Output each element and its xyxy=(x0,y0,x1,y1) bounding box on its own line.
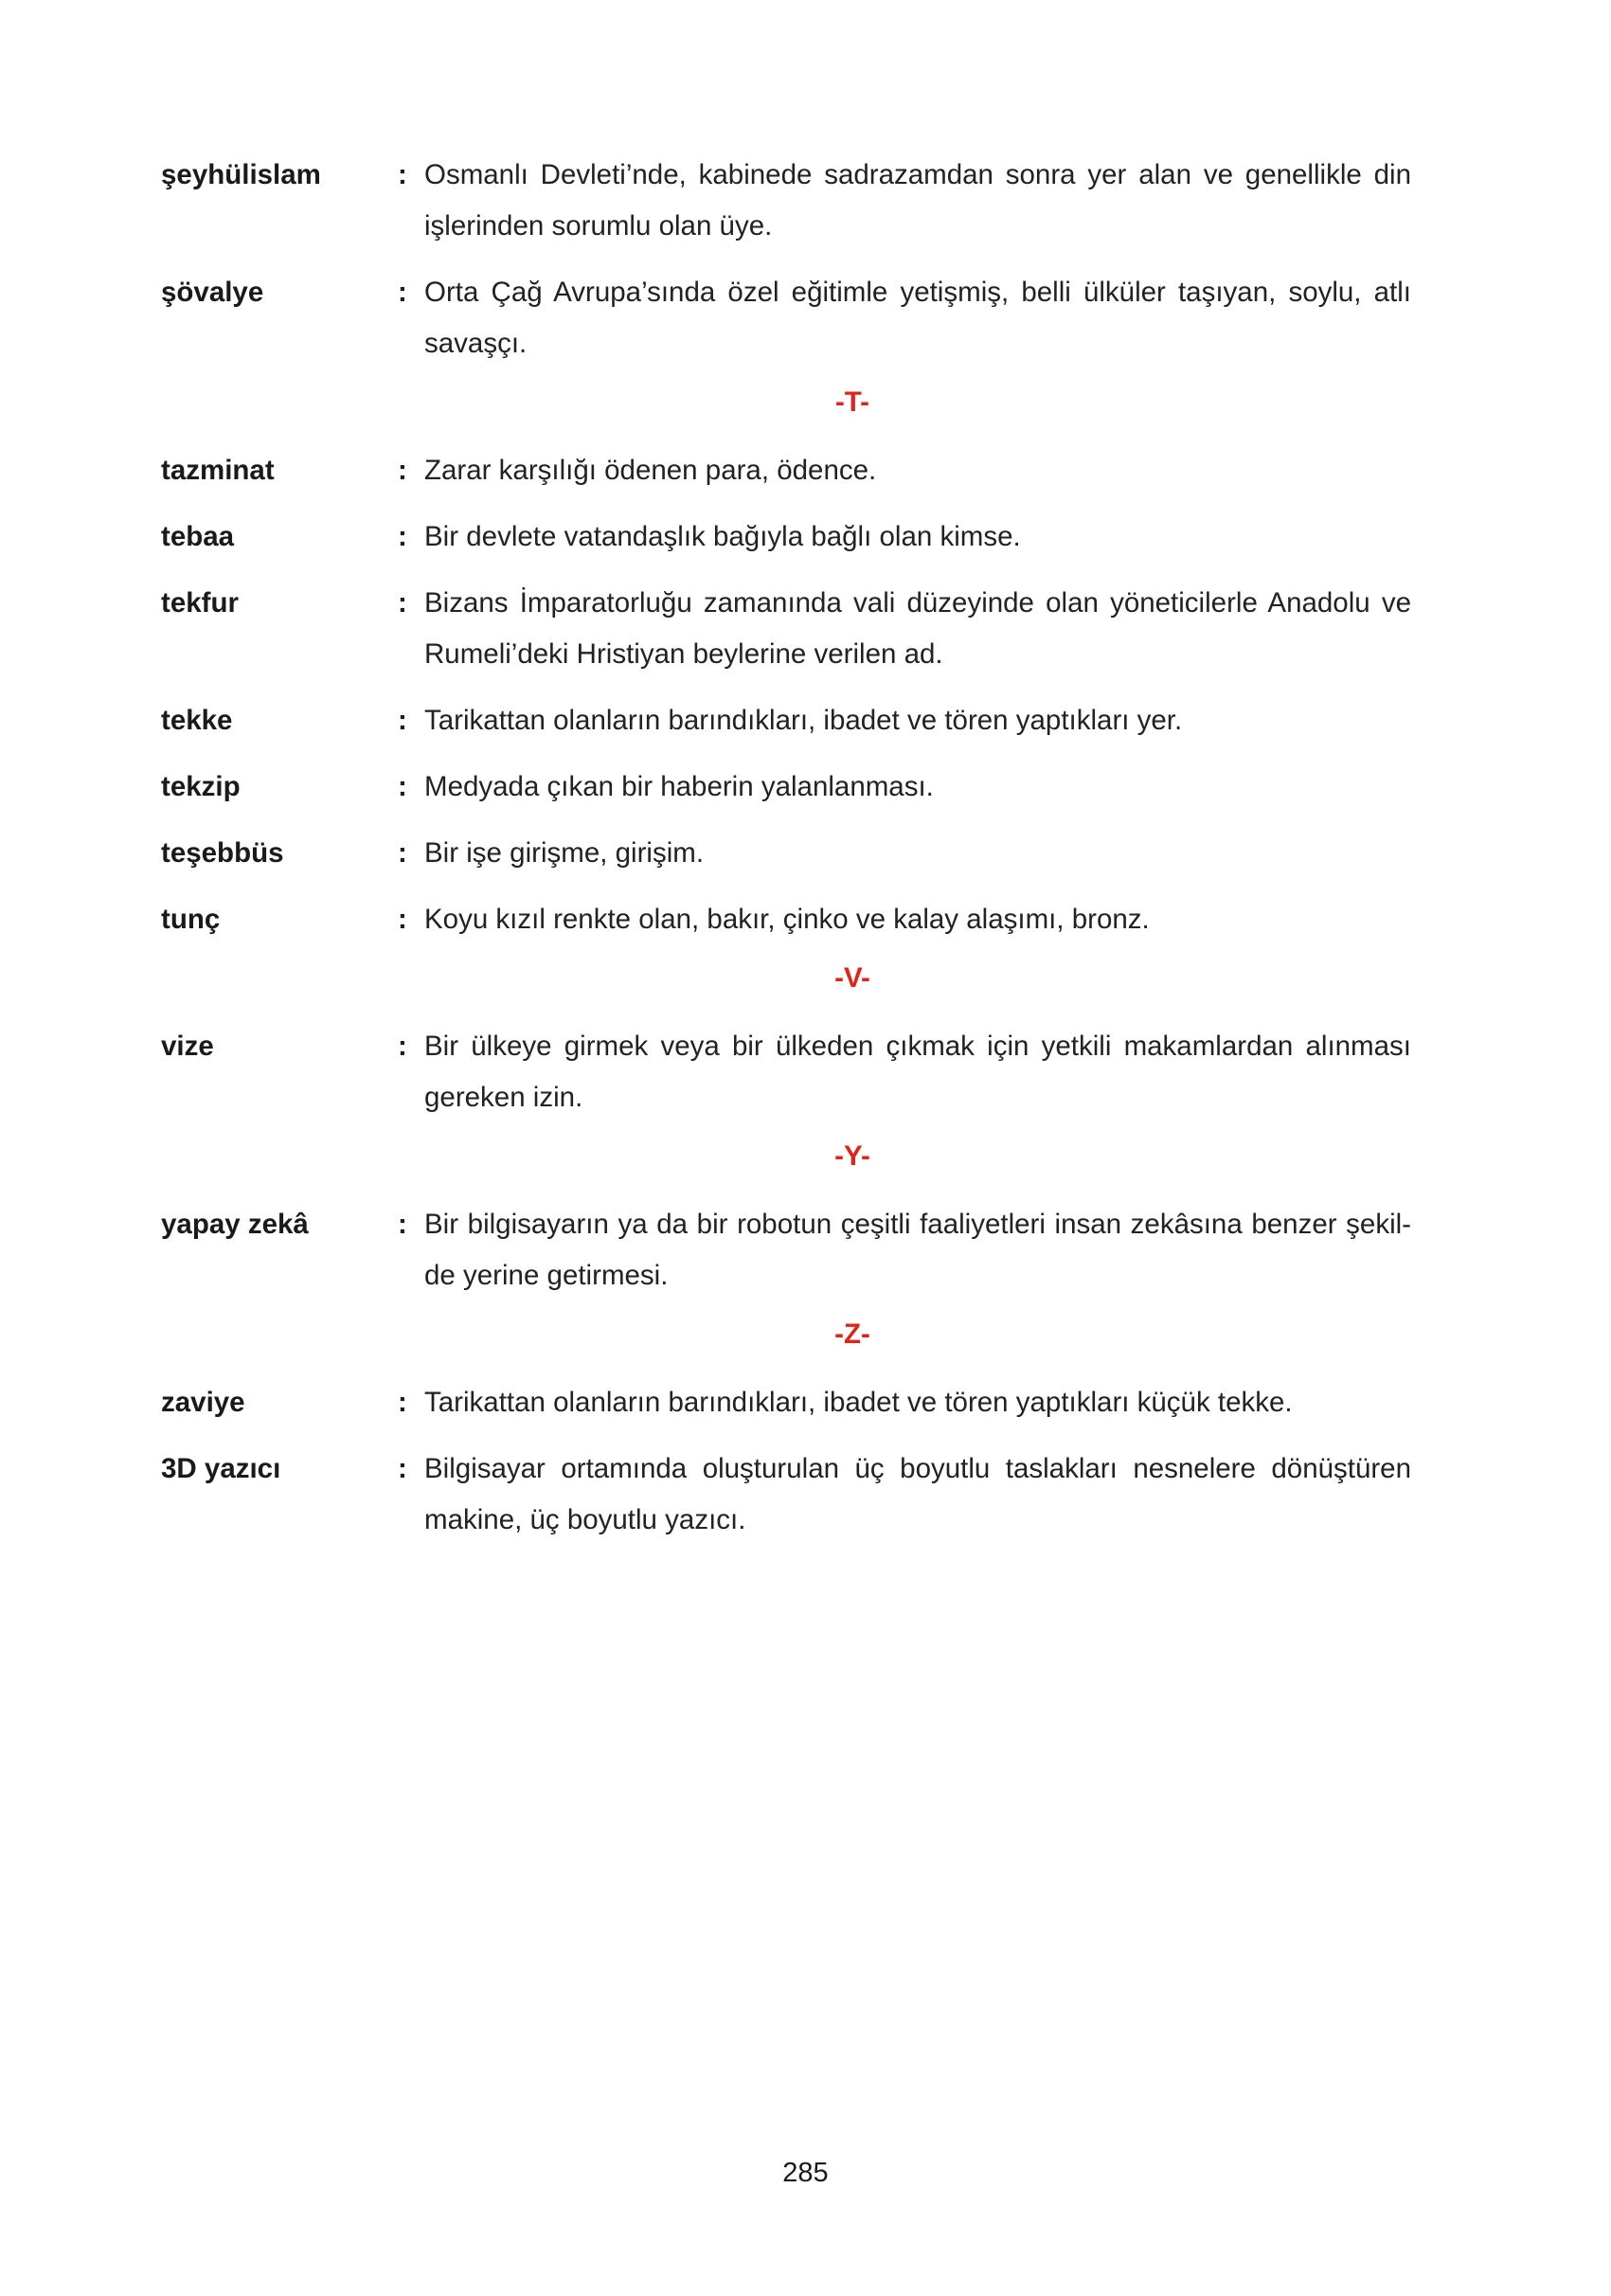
entry-definition: Koyu kızıl renkte olan, bakır, çinko ve kalay alaşımı, bronz. xyxy=(424,904,1150,935)
entry-term: tebaa xyxy=(161,521,235,552)
entry-definition: Osmanlı Devleti’nde, kabinede sadrazamdan sonra yer alan ve genellikle din işlerinden sorumlu olan üye. xyxy=(424,159,1411,242)
section-heading-t: -T- xyxy=(834,386,870,418)
entry-term: tekzip xyxy=(161,771,241,802)
entry-colon: : xyxy=(398,277,407,308)
entry-term: tazminat xyxy=(161,455,275,486)
entry-colon: : xyxy=(398,705,407,736)
entry-term: tunç xyxy=(161,904,221,935)
entry-definition: Orta Çağ Avrupa’sında özel eğitimle yetişmiş, belli ülküler taşıyan, soylu, atlı savaşçı. xyxy=(424,277,1411,359)
entry-term: 3D yazıcı xyxy=(161,1453,281,1484)
entry-term: şövalye xyxy=(161,277,264,308)
glossary-entry xyxy=(161,1377,1411,1428)
entry-colon: : xyxy=(398,521,407,552)
glossary-entry xyxy=(161,1199,1411,1301)
entry-colon: : xyxy=(398,1387,407,1418)
glossary-entry xyxy=(161,1021,1411,1123)
entry-colon: : xyxy=(398,1031,407,1062)
section-heading-z: -Z- xyxy=(834,1318,870,1350)
entry-definition: Bir ülkeye girmek veya bir ülkeden çıkmak için yetkili makamlardan alınması gereken izin. xyxy=(424,1031,1411,1113)
entry-term: teşebbüs xyxy=(161,837,284,869)
glossary-entry xyxy=(161,511,1411,563)
entry-definition: Bir bilgisayarın ya da bir robotun çeşitli faaliyetleri insan zekâsına benzer şekil-de yerine getirmesi. xyxy=(424,1209,1411,1291)
entry-colon: : xyxy=(398,587,407,619)
glossary-entry xyxy=(161,828,1411,879)
glossary-entry xyxy=(161,150,1411,252)
entry-term: yapay zekâ xyxy=(161,1209,309,1240)
section-heading-v: -V- xyxy=(834,962,870,994)
entry-definition: Bilgisayar ortamında oluşturulan üç boyutlu taslakları nesnelere dönüştüren makine, üç boyutlu yazıcı. xyxy=(424,1453,1411,1535)
entry-term: vize xyxy=(161,1031,214,1062)
entry-colon: : xyxy=(398,771,407,802)
entry-definition: Tarikattan olanların barındıkları, ibadet ve tören yaptıkları yer. xyxy=(424,705,1183,736)
entry-term: tekfur xyxy=(161,587,239,619)
entry-colon: : xyxy=(398,837,407,869)
entry-term: zaviye xyxy=(161,1387,245,1418)
glossary-entry xyxy=(161,695,1411,746)
page-number: 285 xyxy=(782,2158,829,2188)
entry-term: tekke xyxy=(161,705,233,736)
entry-definition: Bizans İmparatorluğu zamanında vali düzeyinde olan yöneticilerle Anadolu ve Rumeli’deki Hristiyan beylerine verilen ad. xyxy=(424,587,1411,670)
entry-colon: : xyxy=(398,1209,407,1240)
glossary-entry xyxy=(161,1444,1411,1546)
glossary-list xyxy=(161,150,1411,1546)
glossary-entry xyxy=(161,445,1411,496)
entry-colon: : xyxy=(398,904,407,935)
entry-term: şeyhülislam xyxy=(161,159,321,190)
entry-definition: Bir işe girişme, girişim. xyxy=(424,837,705,869)
entry-colon: : xyxy=(398,1453,407,1484)
entry-definition: Bir devlete vatandaşlık bağıyla bağlı olan kimse. xyxy=(424,521,1021,552)
glossary-entry xyxy=(161,762,1411,813)
glossary-entry xyxy=(161,267,1411,369)
entry-definition: Tarikattan olanların barındıkları, ibadet ve tören yaptıkları küçük tekke. xyxy=(424,1387,1293,1418)
entry-definition: Medyada çıkan bir haberin yalanlanması. xyxy=(424,771,934,802)
entry-definition: Zarar karşılığı ödenen para, ödence. xyxy=(424,455,877,486)
glossary-entry xyxy=(161,578,1411,680)
glossary-entry xyxy=(161,894,1411,945)
entry-colon: : xyxy=(398,455,407,486)
entry-colon: : xyxy=(398,159,407,190)
section-heading-y: -Y- xyxy=(834,1140,870,1172)
